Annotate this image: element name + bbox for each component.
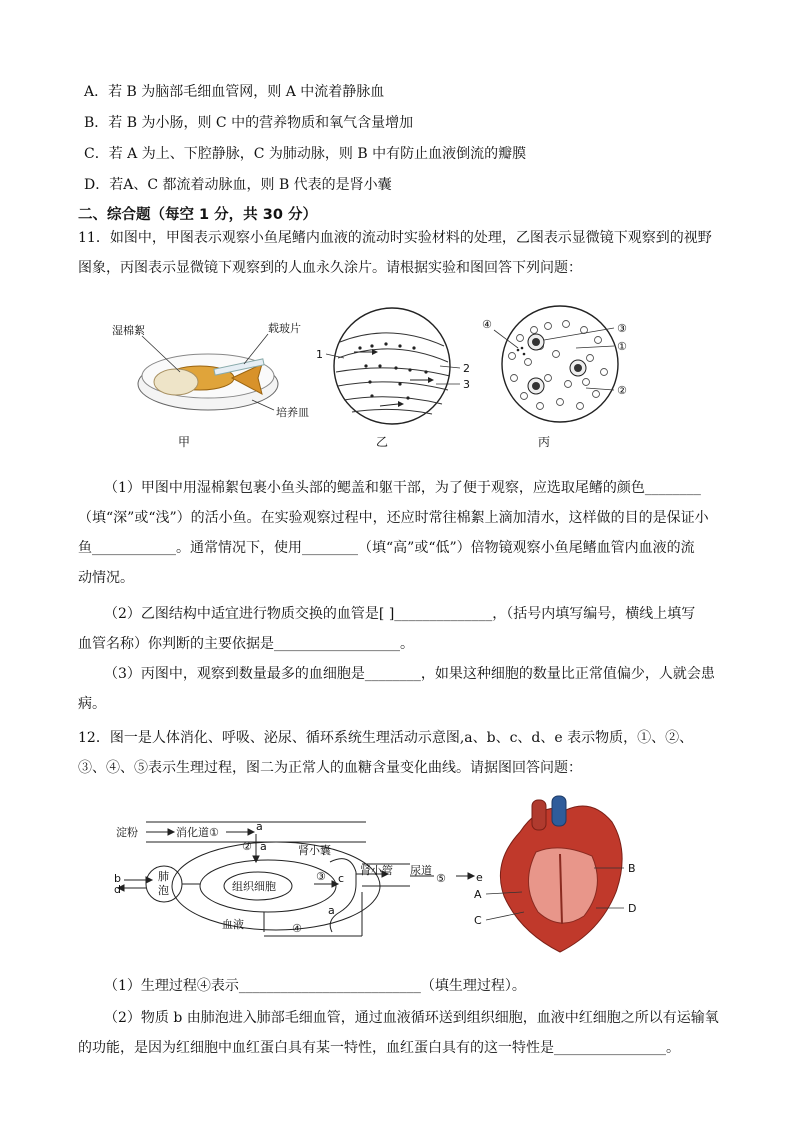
q11-stem-line1: 11．如图中，甲图表示观察小鱼尾鳍内血液的流动时实验材料的处理，乙图表示显微镜下观察到的视野 [78,230,712,246]
label-slide: 载玻片 [268,322,301,335]
label-alveolus: 泡 [158,884,169,897]
label-heart-c: C [474,914,482,927]
q11-p2-line2: 血管名称）你判断的主要依据是__________________。 [78,636,414,652]
q12-stem-line2: ③、④、⑤表示生理过程，图二为正常人的血糖含量变化曲线。请据图回答问题： [78,760,582,776]
q12-figure [0,792,794,962]
label-b: b [114,872,121,885]
label-step-4: ④ [292,922,302,935]
q11-p1-line1: （1）甲图中用湿棉絮包裹小鱼头部的鳃盖和躯干部，为了便于观察，应选取尾鳍的颜色________ [104,480,701,496]
q12-p2-line2: 的功能，是因为红细胞中血红蛋白具有某一特性，血红蛋白具有的这一特性是________________。 [78,1040,680,1056]
label-urethra: 尿道 [410,864,432,877]
label-yi-2: 2 [463,362,470,375]
q12-p1: （1）生理过程④表示__________________________（填生理过程）。 [104,978,526,994]
label-kidney-capsule: 肾小囊 [298,844,331,857]
label-heart-a: A [474,888,482,901]
q11-p1-line4: 动情况。 [78,570,134,586]
wet-cotton [154,369,198,395]
label-step-2: ② [242,840,252,853]
label-bing-1: ① [617,340,627,353]
label-starch: 淀粉 [116,826,138,839]
label-d: d [114,883,121,896]
section-title: 二、综合题（每空 1 分，共 30 分） [78,207,317,223]
bing-blood-smear [482,306,627,449]
label-a-low: a [328,904,335,917]
label-yi-1: 1 [316,348,323,361]
label-heart-b: B [628,862,636,875]
label-step-5: ⑤ [436,872,446,885]
q12-stem-line1: 12．图一是人体消化、呼吸、泌尿、循环系统生理活动示意图,a、b、c、d、e 表示物质，①、②、 [78,730,694,746]
option-a: A．若 B 为脑部毛细血管网，则 A 中流着静脉血 [84,84,385,100]
label-heart-d: D [628,902,637,915]
caption-bing: 丙 [538,435,551,449]
option-b: B．若 B 为小肠，则 C 中的营养物质和氧气含量增加 [84,115,414,131]
label-digestive-tract: 消化道① [176,826,219,839]
q11-p1-line2: （填“深”或“浅”）的活小鱼。在实验观察过程中，还应时常往棉絮上滴加清水，这样做的目的是保证小 [78,510,709,526]
label-c: c [338,872,345,885]
option-c: C．若 A 为上、下腔静脉，C 为肺动脉，则 B 中有防止血液倒流的瓣膜 [84,146,527,162]
label-bing-2: ② [617,384,627,397]
label-a-mid: a [260,840,267,853]
label-e: e [476,871,483,884]
label-a-top: a [256,820,263,833]
jia-petri-dish [112,321,309,449]
q11-p2-line1: （2）乙图结构中适宜进行物质交换的血管是[ ]______________，（括号内填写编号，横线上填写 [104,606,696,622]
label-blood: 血液 [222,918,244,931]
label-renal-tubule: 肾小管 [360,864,393,877]
label-yi-3: 3 [463,378,470,391]
label-dish: 培养皿 [276,406,309,419]
q11-stem-line2: 图象，丙图表示显微镜下观察到的人血永久涂片。请根据实验和图回答下列问题： [78,260,582,276]
q12-p2-line1: （2）物质 b 由肺泡进入肺部毛细血管，通过血液循环送到组织细胞，血液中红细胞之所以有运输氧 [104,1010,719,1026]
caption-jia: 甲 [178,435,191,449]
q11-figure [0,302,794,472]
label-step-3: ③ [316,870,326,883]
yi-microscope-field [316,308,470,449]
label-tissue-cells: 组织细胞 [232,880,276,893]
label-cotton: 湿棉絮 [112,324,145,337]
heart-illustration [474,796,636,952]
q11-p1-line3: 鱼____________。通常情况下，使用________（填“高”或“低”）倍物镜观察小鱼尾鳍血管内血液的流 [78,540,695,556]
option-d: D．若A、C 都流着动脉血，则 B 代表的是肾小囊 [84,177,392,193]
physiology-diagram [118,822,474,936]
physiology-labels [114,820,483,935]
q11-p3-line1: （3）丙图中，观察到数量最多的血细胞是________，如果这种细胞的数量比正常值偏少，人就会患 [104,666,715,682]
q11-p3-line2: 病。 [78,696,106,712]
label-bing-4: ④ [482,318,492,331]
caption-yi: 乙 [376,435,389,449]
label-lung: 肺 [158,870,169,883]
label-bing-3: ③ [617,322,627,335]
